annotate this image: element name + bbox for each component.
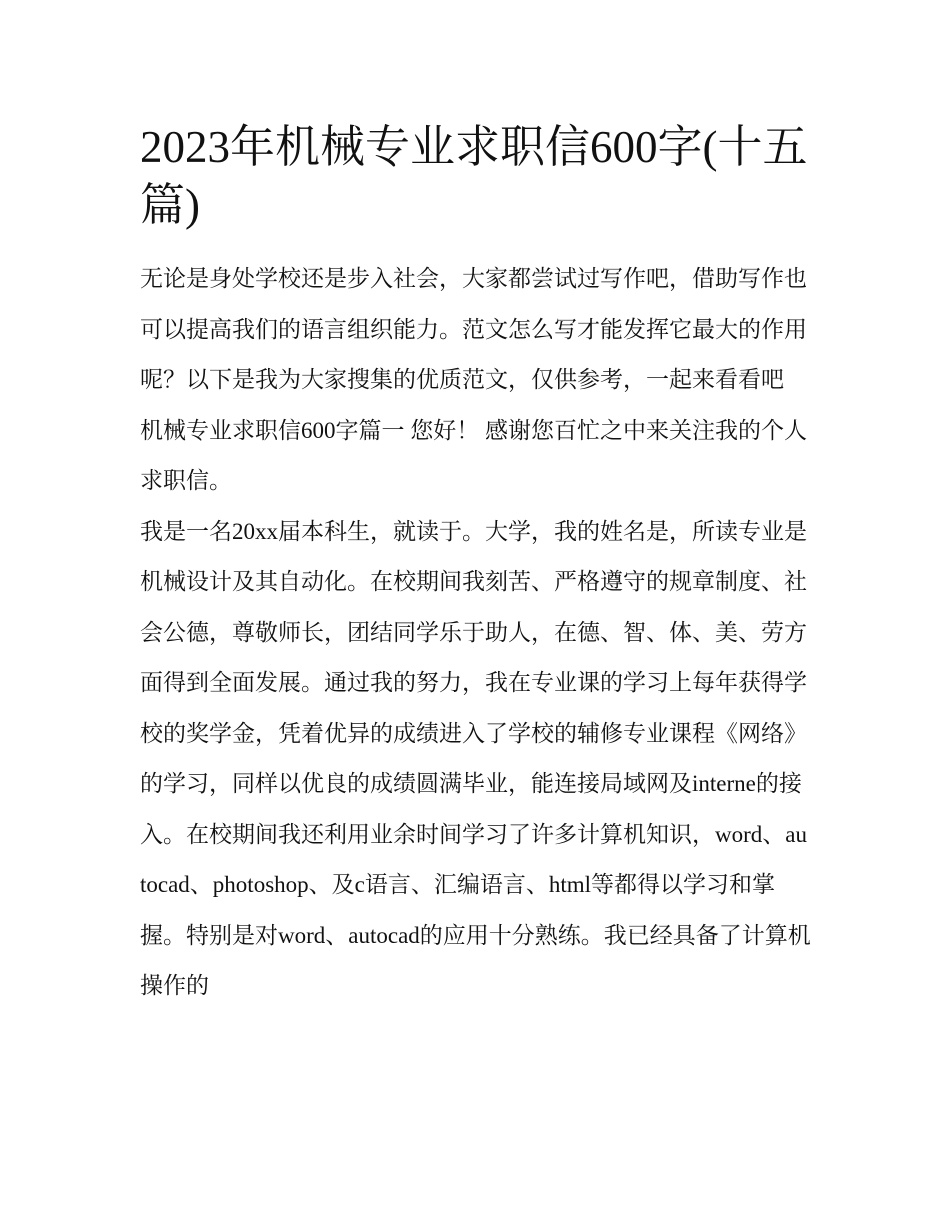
letter-opening-paragraph: 机械专业求职信600字篇一 您好！ 感谢您百忙之中来关注我的个人求职信。 xyxy=(140,417,807,493)
letter-body-paragraph: 我是一名20xx届本科生，就读于。大学，我的姓名是，所读专业是机械设计及其自动化。在校期间我刻苦、严格遵守的规章制度、社会公德，尊敬师长，团结同学乐于助人，在德、智、体、美、劳方面得到全面发展。通过我的努力，我在专业课的学习上每年获得学校的奖学金，凭着优异的成绩进入了学校的辅修专业课程《网络》的学习，同样以优良的成绩圆满毕业，能连接局域网及interne的接入。在校期间我还利用业余时间学习了许多计算机知识，word、autocad、photoshop、及c语言、汇编语言、html等都得以学习和掌握。特别是对word、autocad的应用十分熟练。我已经具备了计算机操作的 xyxy=(140,518,811,998)
document-body xyxy=(140,118,812,1012)
document-title: 2023年机械专业求职信600字(十五篇) xyxy=(140,122,808,230)
intro-paragraph: 无论是身处学校还是步入社会，大家都尝试过写作吧，借助写作也可以提高我们的语言组织能力。范文怎么写才能发挥它最大的作用呢？以下是我为大家搜集的优质范文，仅供参考，一起来看看吧 xyxy=(140,266,807,392)
